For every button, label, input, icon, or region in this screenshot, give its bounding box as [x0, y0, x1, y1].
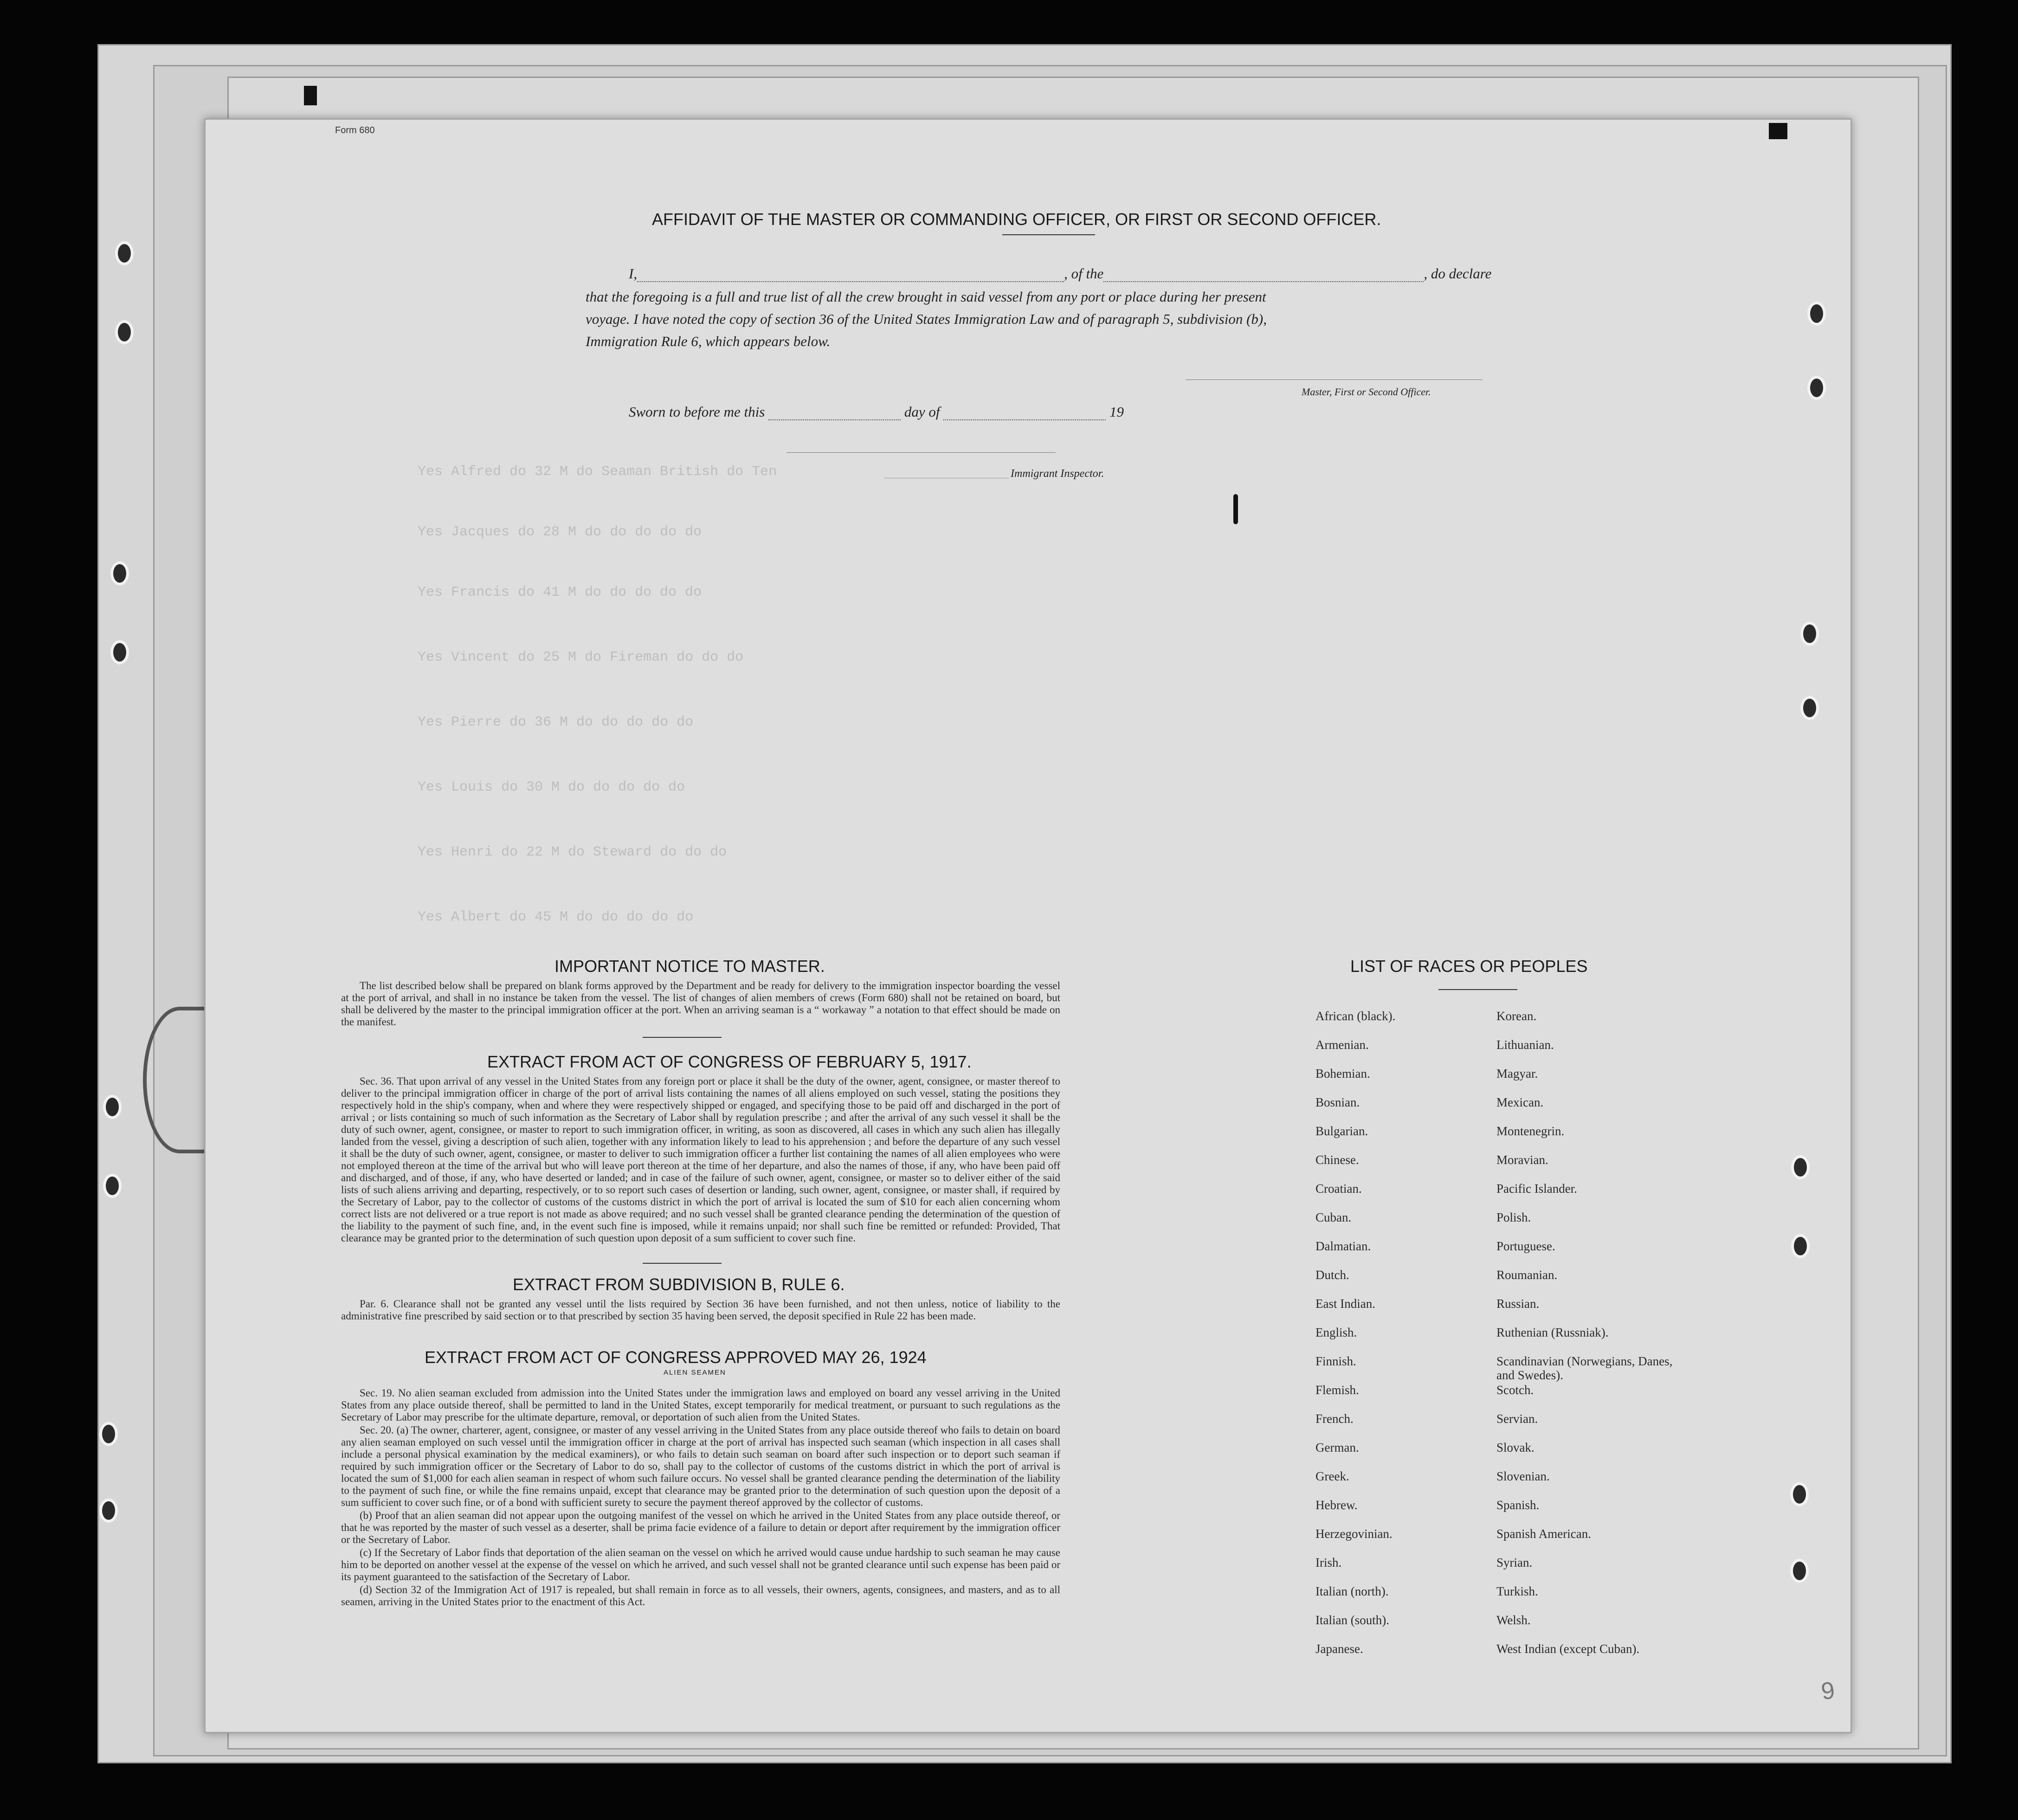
bleed-through-text: Yes Pierre do 36 M do do do do do: [418, 714, 694, 730]
binding-hole: [99, 1422, 118, 1446]
race-item: Bohemian.: [1315, 1067, 1370, 1080]
bleed-through-text: Yes Vincent do 25 M do Fireman do do do: [418, 650, 744, 665]
inspector-signature-line[interactable]: [787, 452, 1056, 453]
race-item: Finnish.: [1315, 1354, 1356, 1368]
race-item: East Indian.: [1315, 1297, 1375, 1311]
race-item: Greek.: [1315, 1469, 1349, 1483]
race-item: Italian (north).: [1315, 1584, 1389, 1598]
race-item: Slovak.: [1496, 1441, 1534, 1454]
divider: [1002, 234, 1095, 235]
divider: [643, 1263, 722, 1264]
race-item: Syrian.: [1496, 1556, 1533, 1569]
affidavit-line-4: Immigration Rule 6, which appears below.: [586, 333, 831, 349]
binding-hole: [103, 1174, 122, 1198]
affidavit-line-3: voyage. I have noted the copy of section 36 of the United States Immigration Law and of paragraph 5, subdivision (b),: [586, 311, 1267, 327]
race-item: Spanish American.: [1496, 1527, 1591, 1541]
race-item: Armenian.: [1315, 1038, 1369, 1052]
race-item: Russian.: [1496, 1297, 1540, 1311]
extract-1917-text: Sec. 36. That upon arrival of any vessel in the United States from any foreign port or place it shall be the duty of the owner, agent, consignee, or master thereof to deliver to the principal immigration officer in charge of the port of arrival lists containing the names of all aliens employed on such vessel, stating the positions they respectively hold in the ship's company, when and where they were respectively shipped or engaged, and specifying those to be paid off and discharged in the port of arrival ; or lists containing so much of such information as the Secretary of Labor shall by regulation prescribe ; and after the arrival of any such vessel it shall be the duty of such owner, agent, consignee, or master to report to such immigration officer, in writing, as soon as discovered, all cases in which any such alien has illegally landed from the vessel, giving a description of such alien, together with any information likely to lead to his apprehension ; and before the departure of any such vessel it shall be the duty of such owner, agent, consignee, or master to deliver to such immigration officer a further list containing the names of all alien employees who were not employed thereon at the time of the arrival but who will leave port thereon at the time of her departure, and also the names of those, if any, who have been paid off and discharged, and of those, if any, who have deserted or landed; and in case of the failure of such owner, agent, consignee, or master so to deliver either of the said lists of such aliens arriving and departing, respectively, or to so report such cases of desertion or landing, such owner, agent, consignee, or master shall, if required by the Secretary of Labor, pay to the collector of customs of the customs district in which the port of arrival is located the sum of $10 for each alien concerning whom correct lists are not delivered or a true report is not made as above required; and no such vessel shall be granted clearance pending the determination of the question of the liability to the payment of such fine, and, in the event such fine is imposed, while it remains unpaid; nor shall such fine be remitted or refunded: Provided, That clearance may be granted prior to the determination of such question upon deposit of a sum sufficient to cover such fine.: [341, 1075, 1060, 1244]
bleed-through-text: Yes Albert do 45 M do do do do do: [418, 909, 694, 925]
race-item: Bulgarian.: [1315, 1124, 1368, 1138]
race-item: Moravian.: [1496, 1153, 1548, 1167]
race-item: Turkish.: [1496, 1584, 1538, 1598]
vessel-blank[interactable]: [1103, 281, 1424, 282]
race-item: Polish.: [1496, 1210, 1531, 1224]
race-item: Pacific Islander.: [1496, 1182, 1577, 1196]
divider: [1438, 989, 1517, 990]
staple: [304, 86, 317, 105]
race-item: English.: [1315, 1325, 1357, 1339]
ink-mark: [1233, 494, 1238, 524]
sworn-line: Sworn to before me this day of 19: [629, 404, 1124, 420]
bleed-through-text: Yes Henri do 22 M do Steward do do do: [418, 844, 727, 860]
extract-1924-text: Sec. 19. No alien seaman excluded from admission into the United States under the immigration laws and employed on board any vessel arriving in the United States from any place outside thereof, shall be permitted to land in the United States, except temporarily for medical treatment, or pursuant to such regulations as the Secretary of Labor may prescribe for the ultimate departure, removal, or deportation of such alien from the United States. Sec. 20. (a) The owner, charterer, agent, consignee, or master of any vessel arriving in the United States from any place outside thereof who fails to detain on board any alien seaman employed on such vessel until the immigration officer in charge at the port of arrival has inspected such seaman (which inspection in all cases shall include a personal physical examination by the medical examiners), or who fails to detain such seaman on board after such inspection or to deport such seaman if required by such immigration officer or the Secretary of Labor to do so, shall pay to the collector of customs of the customs district in which the port of arrival is located the sum of $1,000 for each alien seaman in respect of whom such failure occurs. No vessel shall be granted clearance pending the determination of the liability to the payment of such fine, or while the fine remains unpaid, except that clearance may be granted prior to the determination of such question upon the deposit of a sum sufficient to cover such fine, or of a bond with sufficient surety to secure the payment thereof approved by the collector of customs. (b) Proof that an alien seaman did not appear upon the outgoing manifest of the vessel on which he arrived in the United States from any place outside thereof, or that he was reported by the master of such vessel as a deserter, shall be prima facie evidence of a failure to detain or deport after requirement by the immigration officer or the Secretary of Labor. (c) If the Secretary of Labor finds that deportation of the alien seaman on the vessel on which he arrived would cause undue hardship to such seaman he may cause him to be deported on another vessel at the expense of the vessel on which he arrived, and such vessel shall not be granted clearance until such expense has been paid or its payment guaranteed to the satisfaction of the Secretary of Labor. (d) Section 32 of the Immigration Act of 1917 is repealed, but shall remain in force as to all vessels, their owners, agents, consignees, and masters, and as to all seamen, arriving in the United States prior to the enactment of this Act.: [341, 1387, 1060, 1608]
alien-seamen-subtitle: ALIEN SEAMEN: [664, 1369, 726, 1376]
binding-hole: [1800, 696, 1819, 720]
signature-line[interactable]: [1186, 379, 1483, 380]
binding-hole: [1790, 1482, 1809, 1506]
notice-title: IMPORTANT NOTICE TO MASTER.: [554, 957, 825, 976]
page-mark: 9: [1819, 1677, 1837, 1705]
race-item: West Indian (except Cuban).: [1496, 1642, 1640, 1656]
race-item: Lithuanian.: [1496, 1038, 1554, 1052]
divider: [643, 1037, 722, 1038]
bleed-through-text: Yes Louis do 30 M do do do do do: [418, 779, 685, 795]
binding-hole: [110, 561, 129, 585]
race-item: Japanese.: [1315, 1642, 1363, 1656]
race-item: Hebrew.: [1315, 1498, 1358, 1512]
inspector-label: Immigrant Inspector.: [1011, 468, 1104, 480]
race-item: Bosnian.: [1315, 1095, 1360, 1109]
race-item: Slovenian.: [1496, 1469, 1550, 1483]
race-item: Korean.: [1496, 1009, 1537, 1023]
race-item: African (black).: [1315, 1009, 1396, 1023]
race-item: Herzegovinian.: [1315, 1527, 1393, 1541]
binding-hole: [1807, 302, 1826, 326]
binding-hole: [103, 1095, 122, 1119]
binding-hole: [1791, 1155, 1810, 1179]
form-number: Form 680: [335, 125, 375, 135]
staple: [1769, 123, 1787, 139]
race-item: Montenegrin.: [1496, 1124, 1565, 1138]
notice-text: The list described below shall be prepared on blank forms approved by the Department and be ready for delivery to the immigration inspector boarding the vessel at the port of arrival, and shall in no instance be taken from the vessel. The list of changes of alien members of crews (Form 680) shall not be retained on board, but shall be delivered by the master to the principal immigration officer at the port. When an arriving seaman is a “ workaway ” a notation to that effect should be made on the manifest.: [341, 980, 1060, 1028]
binding-hole: [99, 1498, 118, 1523]
race-item: Italian (south).: [1315, 1613, 1389, 1627]
bleed-through-text: Yes Francis do 41 M do do do do do: [418, 585, 702, 600]
binding-hole: [1790, 1559, 1809, 1583]
extract-rule6-text: Par. 6. Clearance shall not be granted any vessel until the lists required by Section 36 have been furnished, and not then unless, notice of liability to the administrative fine prescribed by said section or to that prescribed by section 35 having been served, the deposit specified in Rule 22 has been made.: [341, 1298, 1060, 1322]
affidavit-line-1: I, , of the , do declare: [629, 265, 1492, 282]
race-item: Magyar.: [1496, 1067, 1538, 1080]
race-item: Mexican.: [1496, 1095, 1544, 1109]
race-item: Croatian.: [1315, 1182, 1362, 1196]
master-signature-label: Master, First or Second Officer.: [1302, 386, 1431, 398]
affidavit-title: AFFIDAVIT OF THE MASTER OR COMMANDING OFFICER, OR FIRST OR SECOND OFFICER.: [652, 210, 1381, 229]
race-item: Scotch.: [1496, 1383, 1534, 1397]
race-item: French.: [1315, 1412, 1354, 1426]
month-blank[interactable]: [943, 419, 1106, 420]
binding-hole: [1807, 376, 1826, 400]
race-item: Dalmatian.: [1315, 1239, 1371, 1253]
binding-hole: [1800, 622, 1819, 646]
race-item: Cuban.: [1315, 1210, 1352, 1224]
binding-hole: [115, 241, 134, 265]
binding-hole: [1791, 1234, 1810, 1258]
race-item: Roumanian.: [1496, 1268, 1558, 1282]
affidavit-line-2: that the foregoing is a full and true list of all the crew brought in said vessel from any port or place during her present: [586, 289, 1266, 305]
binding-hole: [110, 640, 129, 664]
race-item: German.: [1315, 1441, 1359, 1454]
races-title: LIST OF RACES OR PEOPLES: [1350, 957, 1588, 976]
extract-1917-title: EXTRACT FROM ACT OF CONGRESS OF FEBRUARY 5, 1917.: [487, 1052, 972, 1071]
binding-hole: [115, 320, 134, 344]
race-item: Dutch.: [1315, 1268, 1349, 1282]
race-item: Chinese.: [1315, 1153, 1359, 1167]
race-item: Spanish.: [1496, 1498, 1540, 1512]
extract-1924-title: EXTRACT FROM ACT OF CONGRESS APPROVED MAY 26, 1924: [425, 1348, 927, 1367]
race-item: Portuguese.: [1496, 1239, 1555, 1253]
race-item: Welsh.: [1496, 1613, 1531, 1627]
extract-rule6-title: EXTRACT FROM SUBDIVISION B, RULE 6.: [513, 1275, 845, 1294]
race-item: Ruthenian (Russniak).: [1496, 1325, 1609, 1339]
name-blank[interactable]: [637, 281, 1064, 282]
race-item: Scandinavian (Norwegians, Danes, and Swedes).: [1496, 1354, 1673, 1382]
race-item: Irish.: [1315, 1556, 1342, 1569]
race-item: Flemish.: [1315, 1383, 1359, 1397]
bleed-through-text: Yes Alfred do 32 M do Seaman British do Ten: [418, 464, 777, 480]
day-blank[interactable]: [768, 419, 901, 420]
bleed-through-text: Yes Jacques do 28 M do do do do do: [418, 524, 702, 540]
race-item: Servian.: [1496, 1412, 1538, 1426]
